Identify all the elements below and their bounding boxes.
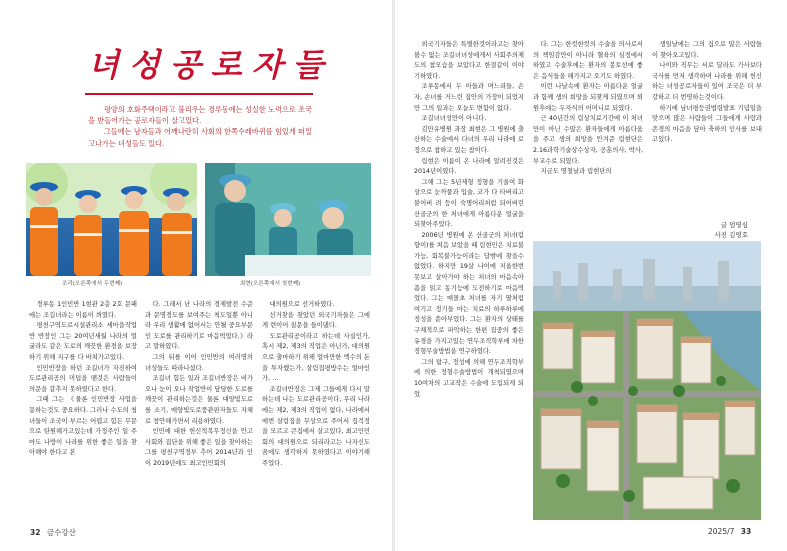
text-column-right-1: [414, 40, 524, 525]
credits: [668, 220, 748, 240]
paragraph: 생일날에는 그의 집으로 많은 사람들이 찾아오고있다.: [652, 41, 762, 59]
issue-date: 2025/7: [708, 527, 735, 536]
lead-line: 평양의 호화주택이라고 불리우는 경루동에는 성실한 노력으로 조국을 받들어가는 공로자들이 살고있다.: [88, 105, 312, 126]
paragraph: 나이와 직무는 서로 달라도 가사보다 국사를 먼저 생각하며 나라를 위해 헌신하는 녀성공로자들이 있어 조국은 더 부강하고 더 번영하는것이다.: [652, 62, 762, 101]
paragraph: 근 40년간의 림상치료기간에 이 처녀만이 아닌 수많은 환자들에게 아름다움을 주고 생의 희망을 안겨준 림현단은 2.16과학기술상수상자, 공훈의사, 박사, 부교수로 되였다.: [533, 115, 643, 165]
right-folio: [708, 527, 755, 536]
paragraph: 대의원으로 선거하였다.: [269, 301, 335, 308]
lead-line: 그들에는 남자들과 어깨나란히 사회의 한쪽수레바퀴를 힘있게 떠밀고나가는 녀성들도 있다.: [88, 127, 312, 148]
paragraph: 도로관리공이라고 하는데 사실인가, 혹시 제2, 제3의 직업은 아닌가, 대의원으로 출마하기 위해 얼마만한 액수의 돈을 투자했는가, 살림집평방수는 얼마인가, …: [262, 332, 370, 383]
paragraph: 인민반장을 하던 조길녀가 자진하여 도로관리공의 미덥을 땐것은 사람들이 의문을 갈추지 못하였다고 한다.: [29, 364, 137, 393]
photo1-caption: 조리(오른쪽에서 두번째): [62, 281, 123, 287]
left-page: [0, 0, 393, 551]
text-column-left-1: [29, 300, 137, 518]
left-folio: [26, 527, 76, 538]
apartment-district-photo: [533, 241, 761, 520]
volunteer-workers-illustration: [26, 163, 197, 276]
paragraph: 조루동에서 두 아들과 며느리들, 손자, 손녀를 거느린 집안의 가장이 되었지만 그의 일과는 오늘도 변함이 없다.: [414, 83, 524, 112]
paragraph: 이런 나날속에 환자는 아름다운 얼굴과 함께 생의 희망을 되찾게 되였으며 퇴원후에는 두자식의 어머니로 되였다.: [533, 83, 643, 112]
apartment-district-illustration: [533, 241, 761, 520]
page-number: 33: [740, 527, 752, 536]
surgeons-illustration: [205, 163, 371, 276]
paragraph: 조길녀녀성만이 아니다.: [421, 115, 487, 123]
title-underline: [85, 93, 313, 95]
text-column-right-2: [533, 40, 643, 240]
paragraph: 경루동 1인민반 1현관 2층 2호 문패에는 조길녀라는 이름이 씌였다.: [29, 301, 137, 319]
paragraph: 그해 그는 5년제형 정형을 기울여 화상으로 눈까풀과 입술, 코가 다 타버리고 붙어버 려 등이 숙명어리처럼 되어버린 산골군의 한 처녀에게 아름다운 얼굴을 되찾아주었다.: [414, 178, 524, 229]
text-column-left-2: [145, 300, 253, 518]
paragraph: 그때 그는 《물론 인민반장 사업을 몽하는것도 중요하다. 그러나 수도의 청녀들이 조국이 부르는 어렵고 힘든 무문으로 탄원해가고있는데 가정주인 일 주마도 나방이 나라를 위한 좋은 일을 찾아해야 한다고 본: [29, 396, 137, 457]
paragraph: 하기에 남녀평등권법령발표 기념일을 맞으며 많은 사람들이 그들에게 사랑과 존경의 마음을 담아 축하의 인사를 보내고있다.: [652, 104, 762, 144]
paragraph: 김만유병원 과장 최현은 그 병원에 출산하는 수술에서 다녀의 우리 나라에 로정으로 참하고 있는 참이다.: [414, 125, 524, 154]
surgeons-photo: [205, 163, 371, 276]
paragraph: 조길녀반장은 그제 그들에게 다시 말하는데 나는 도로관리공이다, 우리 나라에는 제2, 제3의 직업이 없다, 나라에서 매번 살림집을 무상으로 주어서 집걱정을 모르고 큰집에서 살고있다, 최고인민회의 대의원으로 되리라고는 나자신도 꿈에도 생각하지 못하였다고 이야기해주었다.: [262, 385, 370, 467]
lead-paragraph: [88, 104, 316, 149]
paragraph: 인민에 대한 헌신적복무정신을 안고 사회와 집단을 위해 좋은 일을 찾아하는 그를 평천구역정부 추어 2014년과 인 이 2019년에도 최고인민회의: [145, 428, 253, 467]
text-column-right-3: [652, 40, 762, 190]
article-title: 녀성공로자들: [88, 46, 334, 84]
paragraph: 다. 그래서 난 나라의 경제발전 수준과 문명정도를 보여주는 척도일뿐 아니라 우리 생활에 없어서는 안될 중요부문인 도로를 관리하기로 마음먹었다.》라고 말하였다.: [145, 301, 253, 351]
paragraph: 외국기자들은 특별한것이라고는 찾아볼수 없는 조길녀녀성에게서 사회주의제도의 참모습을 보았다고 한결같이 이야기하였다.: [414, 41, 524, 80]
paragraph: 그의 탐구, 정성에 의해 연두조직학부에 의한 정형수술방법이 개척되였으며 10여차의 고교작은 수술에 도입되게 되었: [414, 358, 524, 398]
paragraph: 림현은 이름이 온 나라에 알려진것은 2014년이였다.: [414, 157, 524, 176]
paragraph: 조길녀 힘든 일과 조길녀반장은 비가 오나 눈이 오나 작업반이 담당한 도로를 깨끗이 관리하는것은 물론 대양빛도로를 소기, 매양빛도로풍관판자들도 자체로 창안해가면서 리용하였다.: [145, 375, 253, 425]
paragraph: 지금도 명철날과 림현단의: [540, 168, 612, 176]
photo2-caption: 최현(오른쪽에서 첫번째): [240, 281, 301, 287]
writer-credit: 글 엄영심: [720, 221, 748, 229]
paragraph: 평천구역도로시설관리소 세마을작업반 반장인 그는 20여년세월 나라의 얼굴라도 같은 도로의 깨끗한 환경을 보장하기 위해 지구를 다 바쳐가고있다.: [29, 322, 137, 361]
paragraph: 그의 뒤를 이어 인민반의 여러명의 녀성들도 따라나섰다.: [145, 353, 253, 372]
photo-credit: 사진 김영호: [714, 231, 748, 239]
text-column-left-3: [262, 300, 370, 518]
paragraph: 다. 그는 한컷한컷의 수술을 의사로서의 책임감만이 아니라 혈육의 심정에서 하였고 수술후에는 환자의 봉토선에 좋은 음식들을 해가지고 오기도 하였다.: [533, 41, 643, 80]
magazine-name: 금수강산: [46, 528, 76, 537]
page-number: 32: [30, 528, 41, 537]
volunteer-workers-photo: [26, 163, 197, 276]
paragraph: 2006년 병원에 온 산골군의 처녀(림향이)를 처음 보았을 때 림현민은 치료불가능, 회복불가능이라는 답밖에 찾을수 없었다. 하지만 19살 나이에 지울한번 못보고 살아가야 하는 처녀의 마음속아픔을 읽고 동기능에 도전하기로 마음먹었다. 그는 매몰초 처녀를 자기 딸처럼 여기고 정기들 마는 치료의 하루하루에 정성을 쏟아부었다. 그는 환자의 상태를 구체적으로 파악하는 한편 집중의 좋은 유경을 가지고있는 연두조직학부에 차한 정형무술방법을 연구하였다.: [414, 231, 524, 356]
paragraph: 선거찾을 찾았던 외국기자들은 그에게 련이어 질문을 들이댔다.: [262, 311, 370, 330]
